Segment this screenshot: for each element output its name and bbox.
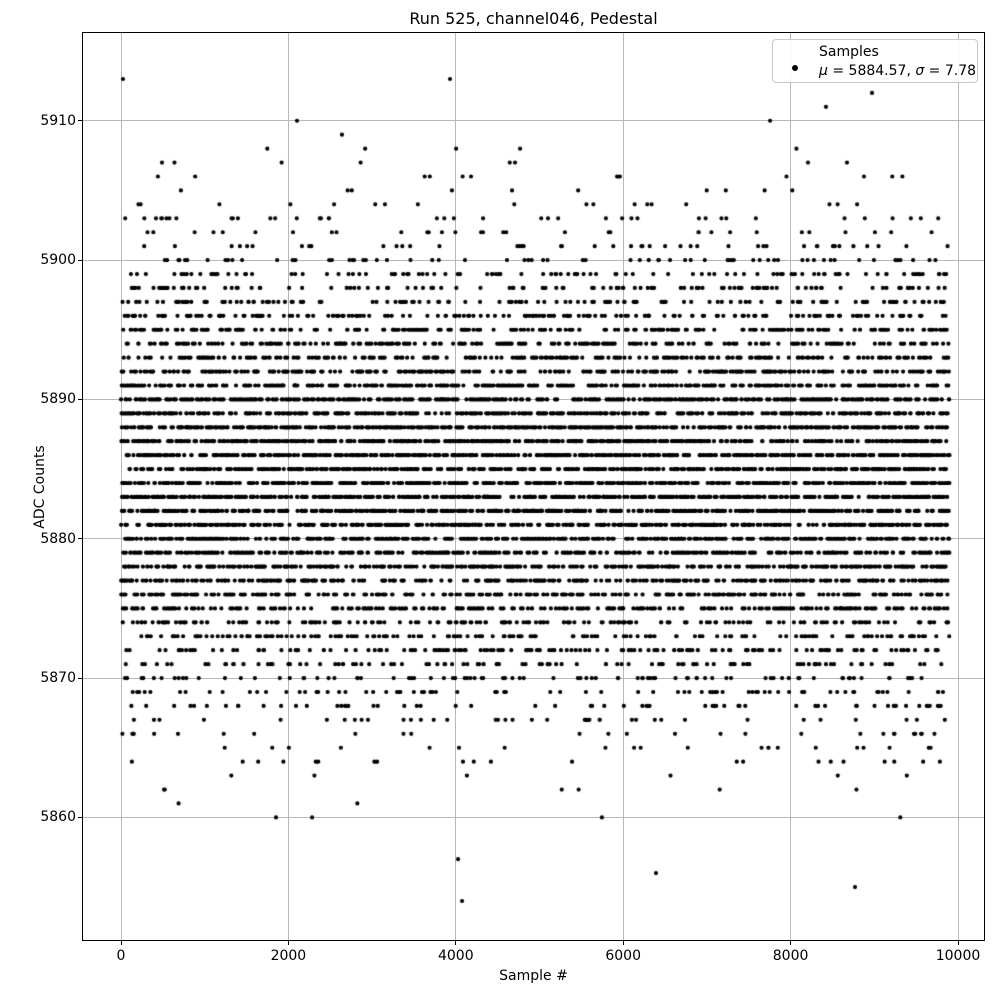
x-tick-mark: [288, 941, 289, 945]
y-tick-mark: [78, 678, 82, 679]
x-axis-label: Sample #: [499, 968, 568, 984]
mu-value: = 5884.57,: [827, 63, 916, 79]
x-tick-mark: [623, 941, 624, 945]
x-tick-mark: [121, 941, 122, 945]
plot-area: [83, 33, 984, 940]
x-tick-label: 6000: [605, 948, 641, 964]
y-tick-mark: [78, 817, 82, 818]
x-tick-label: 0: [116, 948, 126, 964]
y-axis-label: ADC Counts: [32, 445, 48, 529]
plot-title: Run 525, channel046, Pedestal: [409, 9, 658, 28]
x-tick-label: 4000: [437, 948, 474, 964]
y-tick-label: 5910: [40, 112, 76, 129]
x-tick-mark: [455, 941, 456, 945]
sigma-symbol: σ: [915, 63, 925, 79]
x-tick-label: 8000: [772, 948, 809, 964]
y-tick-mark: [78, 399, 82, 400]
legend-text: [819, 43, 976, 81]
y-tick-label: 5860: [40, 809, 76, 826]
x-tick-label: 10000: [935, 948, 981, 964]
y-tick-label: 5870: [40, 670, 76, 687]
x-tick-label: 2000: [270, 948, 307, 964]
legend-series-label: Samples: [819, 44, 879, 60]
y-tick-mark: [78, 120, 82, 121]
sigma-value: = 7.78: [924, 63, 977, 79]
mu-symbol: μ: [819, 63, 828, 79]
legend-marker-dot-icon: [792, 65, 798, 71]
legend: [772, 39, 978, 83]
x-tick-mark: [958, 941, 959, 945]
y-tick-label: 5900: [40, 252, 76, 269]
x-tick-mark: [790, 941, 791, 945]
y-tick-mark: [78, 260, 82, 261]
y-tick-label: 5880: [40, 530, 76, 547]
scatter-points-canvas: [83, 33, 984, 940]
y-tick-mark: [78, 538, 82, 539]
legend-stats: [819, 62, 976, 81]
y-tick-label: 5890: [40, 391, 76, 408]
